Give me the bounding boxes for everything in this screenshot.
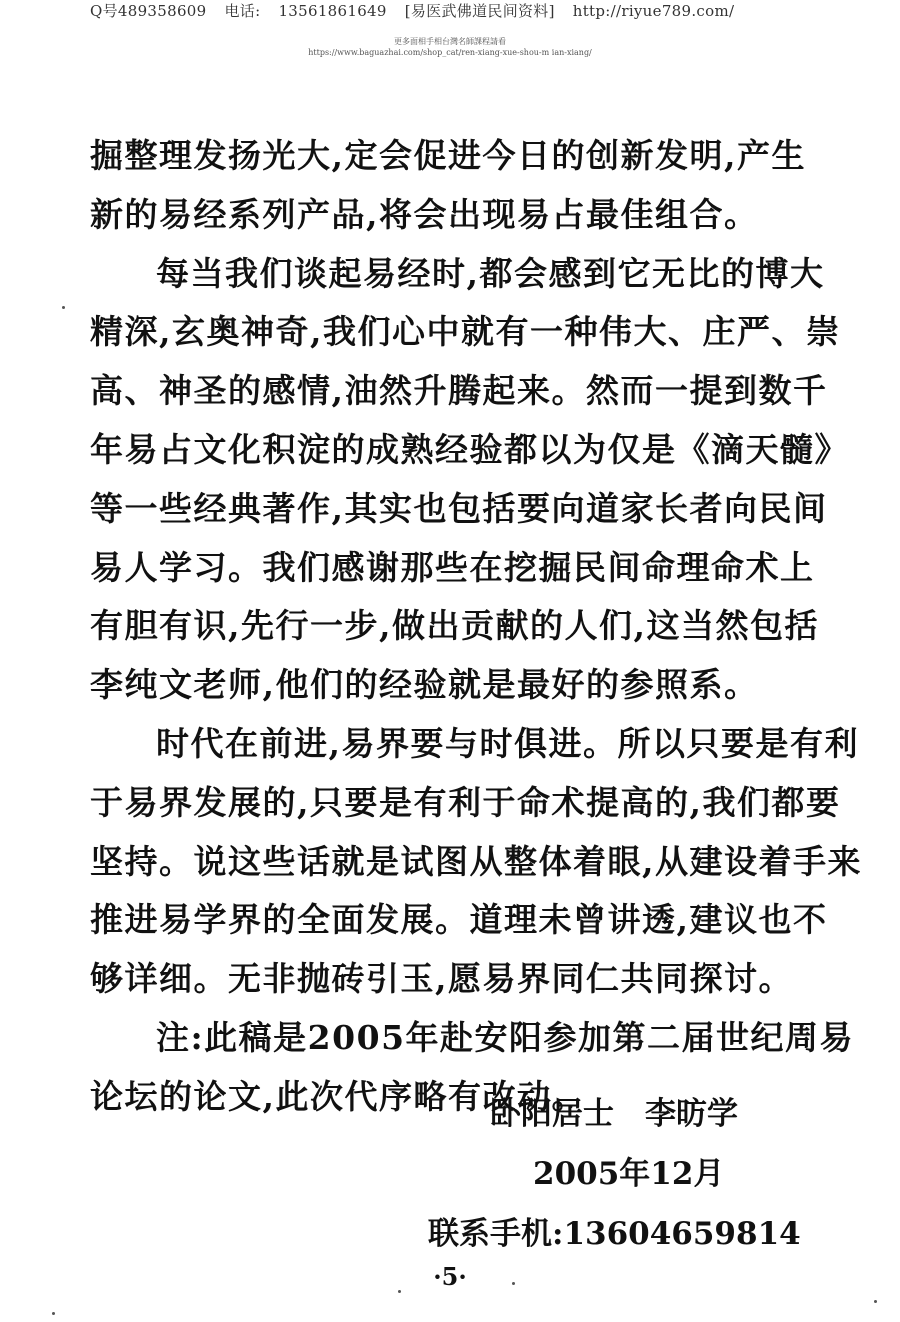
text-line: 够详细。无非抛砖引玉,愿易界同仁共同探讨。 <box>90 959 793 999</box>
text-line: 有胆有识,先行一步,做出贡献的人们,这当然包括 <box>90 606 819 646</box>
header-phone-label: 电话: <box>224 2 261 20</box>
paragraph <box>90 245 849 715</box>
text-line: 推进易学界的全面发展。道理未曾讲透,建议也不 <box>90 900 828 940</box>
text-line: 每当我们谈起易经时,都会感到它无比的博大 <box>156 253 825 293</box>
header-source: [易医武佛道民间资料] <box>404 2 555 20</box>
subheader-link[interactable]: https://www.baguazhai.com/shop_cat/ren-xiang-xue-shou-m ian-xiang/ <box>308 48 592 57</box>
signoff-author: 卧阳居士 李昉学 <box>490 1096 738 1132</box>
text-line: 高、神圣的感情,油然升腾起来。然而一提到数千 <box>90 371 828 411</box>
header-qq: Q号489358609 <box>90 2 207 20</box>
subheader-note: 更多面相手相台灣名師課程請看 <box>394 37 506 46</box>
scan-speck <box>398 1290 401 1293</box>
text-line: 等一些经典著作,其实也包括要向道家长者向民间 <box>90 488 828 528</box>
scan-speck <box>62 306 65 309</box>
text-line: 时代在前进,易界要与时俱进。所以只要是有利 <box>156 723 859 763</box>
page-number: ·5· <box>433 1262 467 1291</box>
body-text <box>90 127 862 1127</box>
scan-speck <box>512 1282 515 1285</box>
text-line: 论坛的论文,此次代序略有改动。 <box>90 1076 586 1116</box>
text-line: 李纯文老师,他们的经验就是最好的参照系。 <box>90 665 759 705</box>
paragraph <box>90 127 820 245</box>
subheader <box>0 36 900 58</box>
header-url[interactable]: http://riyue789.com/ <box>572 2 735 20</box>
text-line: 精深,玄奥神奇,我们心中就有一种伟大、庄严、崇 <box>90 312 841 352</box>
text-line: 年易占文化积淀的成熟经验都以为仅是《滴天髓》 <box>90 429 849 469</box>
scan-speck <box>52 1312 55 1315</box>
text-line: 于易界发展的,只要是有利于命术提高的,我们都要 <box>90 782 841 822</box>
paragraph <box>90 715 862 1009</box>
signoff-date: 2005年12月 <box>533 1156 725 1192</box>
text-line: 坚持。说这些话就是试图从整体着眼,从建设着手来 <box>90 841 862 881</box>
scan-speck <box>874 1300 877 1303</box>
text-line: 掘整理发扬光大,定会促进今日的创新发明,产生 <box>90 136 806 175</box>
header-phone: 13561861649 <box>278 2 387 20</box>
signoff-contact: 联系手机:13604659814 <box>428 1216 801 1252</box>
text-line: 易人学习。我们感谢那些在挖掘民间命理命术上 <box>90 547 815 587</box>
text-line: 新的易经系列产品,将会出现易占最佳组合。 <box>90 194 759 234</box>
text-line: 注:此稿是2005年赴安阳参加第二届世纪周易 <box>156 1017 855 1057</box>
page-header <box>90 0 850 22</box>
